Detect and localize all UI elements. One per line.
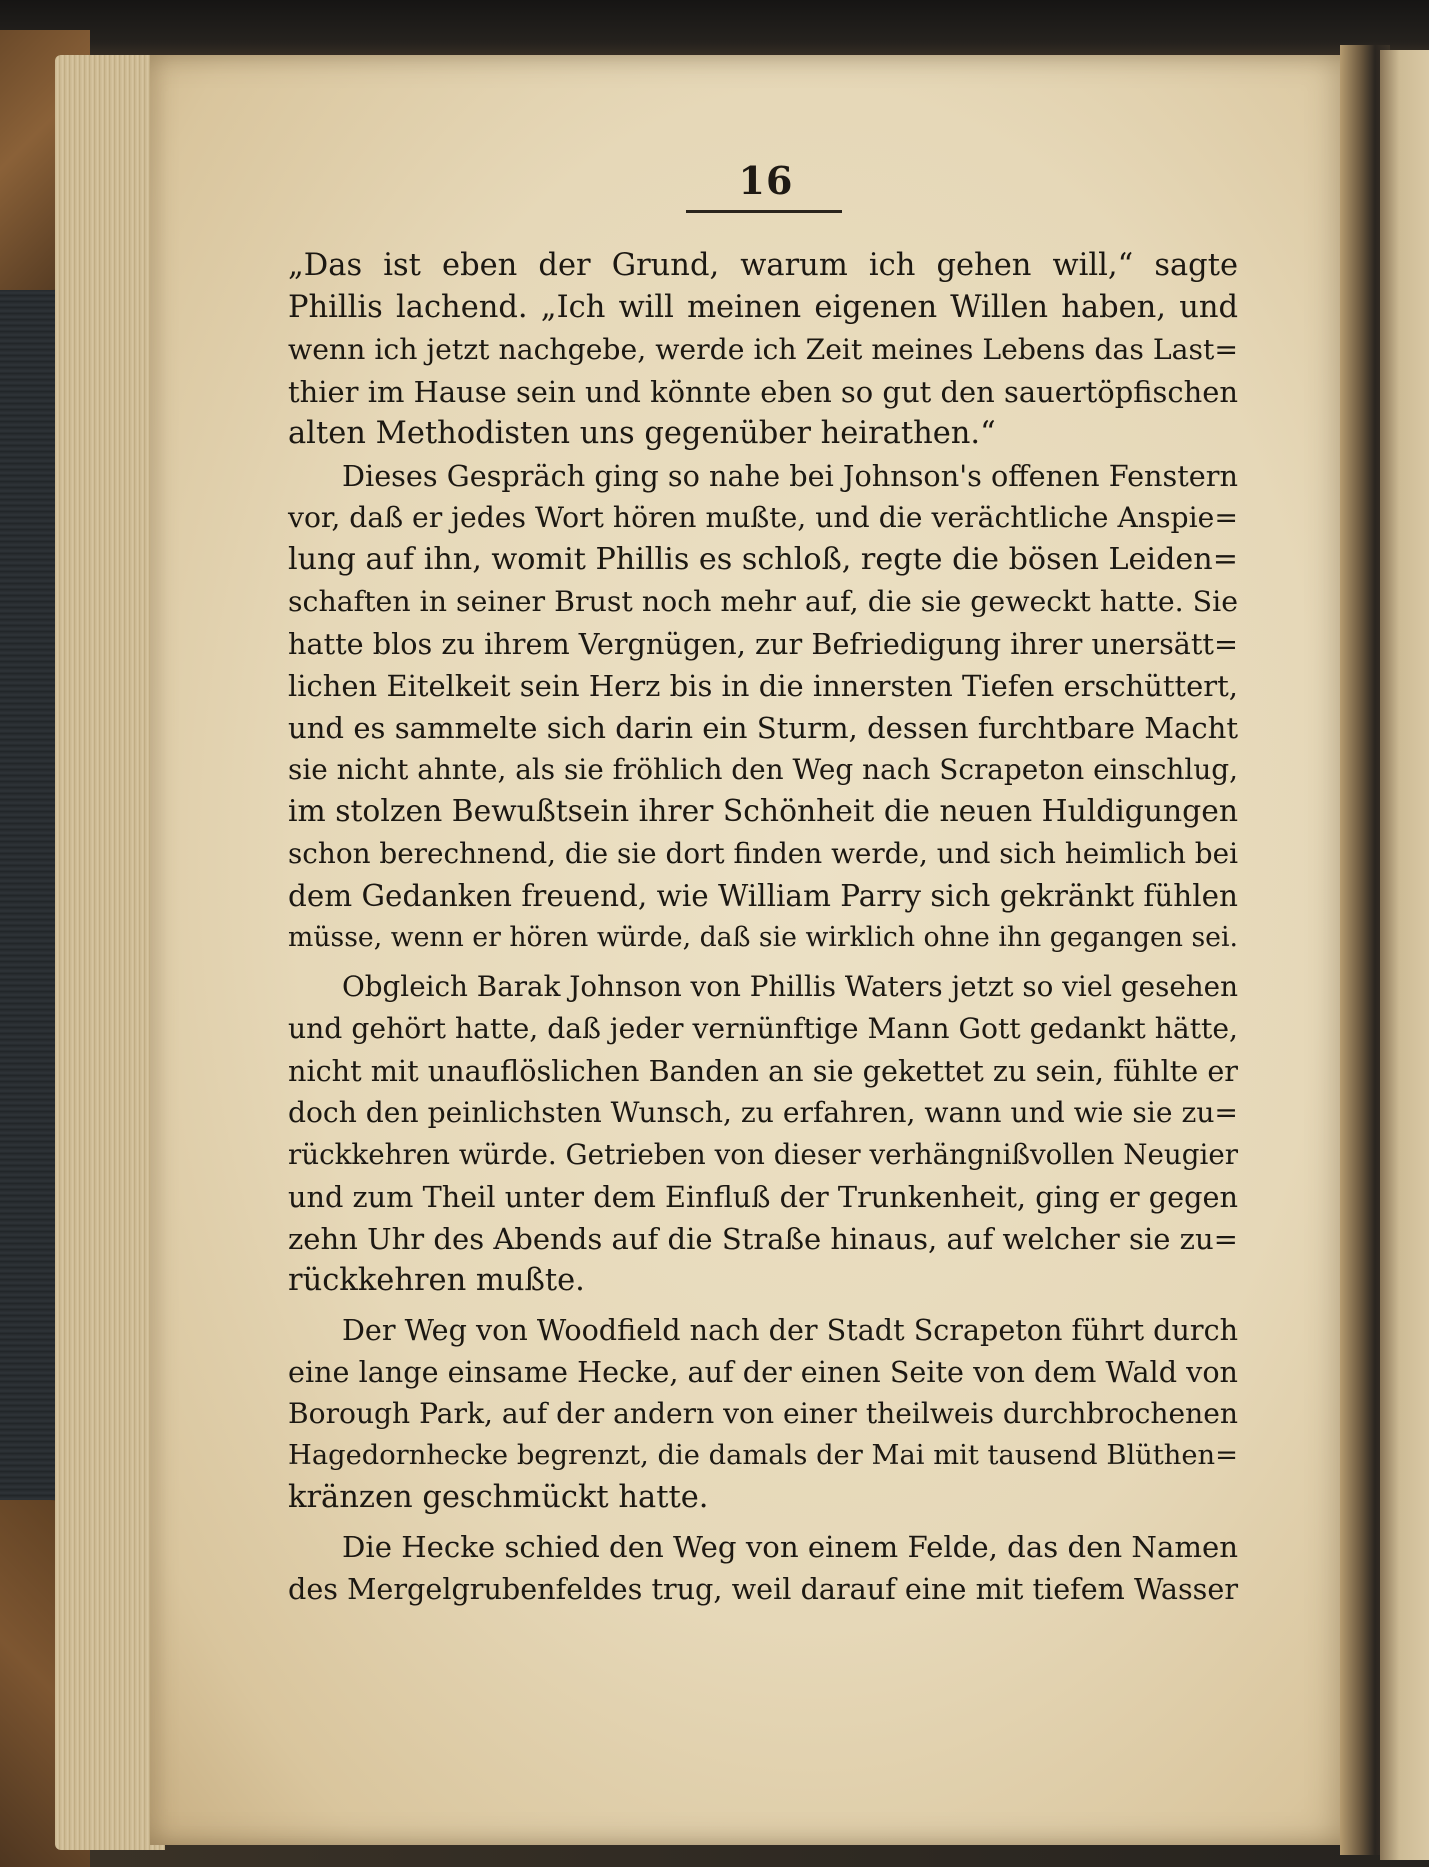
body-text — [288, 245, 1238, 1610]
text-line: dem Gedanken freuend, wie William Parry sich gekränkt fühlen — [288, 879, 1238, 913]
text-line: rückkehren würde. Getrieben von dieser verhängnißvollen Neugier — [288, 1138, 1238, 1171]
text-line: hatte blos zu ihrem Vergnügen, zur Befriedigung ihrer unersätt= — [288, 627, 1238, 661]
text-line: lichen Eitelkeit sein Herz bis in die innersten Tiefen erschüttert, — [288, 669, 1238, 703]
text-line: im stolzen Bewußtsein ihrer Schönheit die neuen Huldigungen — [288, 794, 1238, 829]
facing-page-edge — [1380, 50, 1429, 1860]
text-line: Der Weg von Woodfield nach der Stadt Scrapeton führt durch — [342, 1313, 1238, 1347]
text-line: zehn Uhr des Abends auf die Straße hinaus, auf welcher sie zu= — [288, 1222, 1238, 1256]
text-line: Die Hecke schied den Weg von einem Felde, das den Namen — [342, 1530, 1238, 1564]
text-line: kränzen geschmückt hatte. — [288, 1480, 709, 1515]
page-number: 16 — [738, 158, 794, 203]
text-line: schon berechnend, die sie dort finden werde, und sich heimlich bei — [288, 837, 1238, 870]
text-line: eine lange einsame Hecke, auf der einen Seite von dem Wald von — [288, 1355, 1238, 1389]
text-line: Phillis lachend. „Ich will meinen eigenen Willen haben, und — [288, 290, 1238, 325]
text-line: wenn ich jetzt nachgebe, werde ich Zeit meines Lebens das Last= — [288, 333, 1238, 366]
text-line: rückkehren mußte. — [288, 1263, 585, 1298]
text-line: alten Methodisten uns gegenüber heirathen.“ — [288, 416, 996, 451]
binding-edge-top — [0, 0, 1429, 60]
text-line: Hagedornhecke begrenzt, die damals der Mai mit tausend Blüthen= — [288, 1440, 1238, 1471]
text-line: schaften in seiner Brust noch mehr auf, die sie geweckt hatte. Sie — [288, 585, 1238, 618]
text-line: lung auf ihn, womit Phillis es schloß, regte die bösen Leiden= — [288, 542, 1238, 577]
cover-cloth-panel — [0, 290, 60, 1500]
paragraph-5 — [288, 1526, 1238, 1610]
text-line: sie nicht ahnte, als sie fröhlich den Weg nach Scrapeton einschlug, — [288, 753, 1238, 786]
paragraph-3 — [288, 966, 1238, 1302]
text-line: Obgleich Barak Johnson von Phillis Waters jetzt so viel gesehen — [342, 970, 1238, 1003]
text-line: Borough Park, auf der andern von einer theilweis durchbrochenen — [288, 1397, 1238, 1430]
text-line: nicht mit unauflöslichen Banden an sie gekettet zu sein, fühlte er — [288, 1054, 1238, 1088]
text-line: und es sammelte sich darin ein Sturm, dessen furchtbare Macht — [288, 711, 1238, 745]
page-edges — [55, 55, 165, 1850]
page-number-rule — [686, 210, 842, 213]
text-line: Dieses Gespräch ging so nahe bei Johnson's offenen Fenstern — [342, 459, 1238, 493]
paragraph-1 — [288, 245, 1238, 455]
text-line: doch den peinlichsten Wunsch, zu erfahren, wann und wie sie zu= — [288, 1096, 1238, 1129]
paragraph-4 — [288, 1309, 1238, 1519]
text-line: thier im Hause sein und könnte eben so gut den sauertöpfischen — [288, 375, 1238, 409]
text-line: vor, daß er jedes Wort hören mußte, und die verächtliche Anspie= — [288, 501, 1238, 534]
text-line: „Das ist eben der Grund, warum ich gehen will,“ sagte — [288, 248, 1238, 283]
text-line: des Mergelgrubenfeldes trug, weil darauf eine mit tiefem Wasser — [288, 1572, 1238, 1606]
paragraph-2 — [288, 455, 1238, 959]
text-line: müsse, wenn er hören würde, daß sie wirklich ohne ihn gegangen sei. — [288, 922, 1238, 953]
text-line: und gehört hatte, daß jeder vernünftige Mann Gott gedankt hätte, — [288, 1012, 1238, 1045]
text-line: und zum Theil unter dem Einfluß der Trunkenheit, ging er gegen — [288, 1180, 1238, 1214]
